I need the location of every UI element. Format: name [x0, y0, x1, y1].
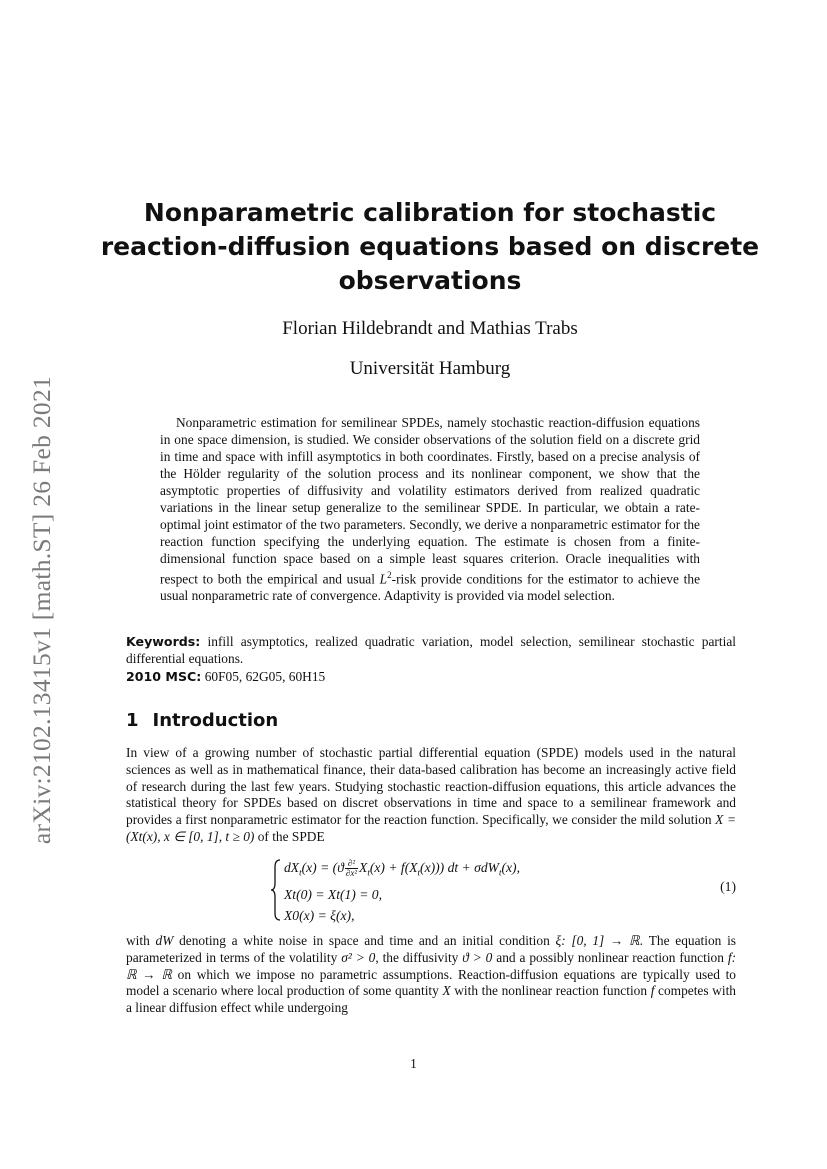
equation-number: (1): [720, 879, 736, 894]
section-title: Introduction: [152, 710, 279, 731]
intro-p2-theta: ϑ > 0: [462, 949, 493, 965]
arxiv-sidebar: [22, 355, 62, 865]
abstract-text-2: -risk provide conditions for the estimator to achieve the usual nonparametric rate of convergence. Adaptivity is provided via model selection.: [160, 571, 701, 604]
msc-classification: [126, 668, 736, 685]
equation-line-3: X0(x) = ξ(x),: [284, 907, 355, 923]
authors: Florian Hildebrandt and Mathias Trabs: [282, 318, 578, 339]
intro-p2-d: , the diffusivity: [375, 949, 463, 965]
eq-sub-t2: t: [367, 867, 370, 878]
equation-line-1: [284, 857, 520, 884]
eq-frac-den: ∂x²: [345, 868, 358, 879]
intro-p1-text-b: of the SPDE: [254, 828, 325, 844]
intro-paragraph-1: [126, 745, 736, 846]
eq-dx: dX: [284, 860, 300, 875]
abstract-l-symbol: L: [379, 571, 388, 587]
msc-label: 2010 MSC:: [126, 669, 202, 684]
intro-p2-g: on which we impose no parametric assumptions. Reaction-diffusion equations are typically used to model a scenario where local production of some quantity: [126, 966, 736, 999]
abstract-superscript: 2: [387, 570, 392, 580]
eq-part-c: (x) = (ϑ: [301, 860, 344, 875]
keywords-label: Keywords:: [126, 634, 201, 649]
intro-p2-f: f: ℝ → ℝ: [126, 949, 737, 982]
eq-frac-num: ∂²: [345, 859, 358, 869]
eq-part-h: (x))) dt + σdW: [420, 860, 499, 875]
intro-p1-math: X = (Xt(x), x ∈ [0, 1], t ≥ 0): [126, 812, 736, 844]
arxiv-identifier: arXiv:2102.13415v1 [math.ST] 26 Feb 2021: [27, 375, 56, 845]
intro-p2-b: denoting a white noise in space and time and an initial condition: [173, 933, 556, 948]
eq-part-j: (x),: [501, 860, 520, 875]
eq-fraction: [345, 859, 358, 878]
abstract: [160, 414, 700, 604]
section-number: 1: [126, 710, 139, 731]
intro-p2-f2: f: [650, 983, 655, 999]
intro-p1-text-a: In view of a growing number of stochastic partial differential equation (SPDE) models used in the natural sciences as well as in mathematical finance, their data-based calibration has become an increasingly active field of research during the last few years. Studying stochastic reaction-diffusion equations, this article advances the statistical theory for SPDEs based on discret observations in time and space to a semilinear framework and provides a first nonparametric estimator for the reaction function. Specifically, we consider the mild solution: [126, 745, 736, 828]
equation-lines: [284, 857, 520, 926]
intro-p2-c: . The equation is parameterized in terms of the volatility: [126, 933, 737, 965]
paper-title: Nonparametric calibration for stochastic reaction-diffusion equations based on discrete observations: [100, 198, 760, 295]
equation-1: [270, 855, 736, 923]
affiliation: Universität Hamburg: [349, 358, 511, 379]
eq-sub-t: t: [299, 867, 302, 878]
eq-sub-t3: t: [417, 867, 421, 878]
intro-p2-a: with: [126, 933, 156, 948]
abstract-text-1: Nonparametric estimation for semilinear SPDEs, namely stochastic reaction-diffusion equations in one space dimension, is studied. We consider observations of the solution field on a discrete grid in time and space with infill asymptotics in both coordinates. Firstly, based on a precise analysis of the Hölder regularity of the solution process and its nonlinear component, we show that the asymptotic properties of diffusivity and volatility estimators derived from realized quadratic variations in the linear setup generalize to the semilinear SPDE. In particular, we obtain a rate-optimal joint estimator of the two parameters. Secondly, we derive a nonparametric estimator for the reaction function specifying the underlying equation. The estimate is chosen from a finite-dimensional function space based on a simple least squares criterion. Oracle inequalities with respect to both the empirical and usual: [160, 415, 700, 587]
keywords-text: infill asymptotics, realized quadratic variation, model selection, semilinear stochastic partial differential equations.: [126, 634, 736, 666]
section-heading: [126, 710, 278, 731]
intro-p2-dw: dW: [155, 933, 174, 948]
intro-paragraph-2: [126, 933, 736, 1017]
eq-part-d: X: [359, 860, 368, 875]
eq-part-f: (x) + f(X: [369, 860, 418, 875]
intro-p2-xi: ξ: [0, 1] → ℝ: [555, 933, 640, 948]
intro-p2-x: X: [442, 983, 451, 999]
intro-p2-i: competes with a linear diffusion effect while undergoing: [126, 983, 736, 1016]
msc-codes: 60F05, 62G05, 60H15: [204, 669, 326, 684]
intro-p2-sigma: σ² > 0: [341, 949, 376, 965]
left-brace: [270, 859, 282, 921]
keywords: [126, 633, 736, 667]
equation-line-2: Xt(0) = Xt(1) = 0,: [284, 886, 382, 902]
eq-sub-t4: t: [498, 867, 502, 878]
intro-p2-h: with the nonlinear reaction function: [450, 983, 651, 999]
intro-p2-e: and a possibly nonlinear reaction function: [492, 949, 728, 965]
page-number: 1: [410, 1056, 417, 1071]
